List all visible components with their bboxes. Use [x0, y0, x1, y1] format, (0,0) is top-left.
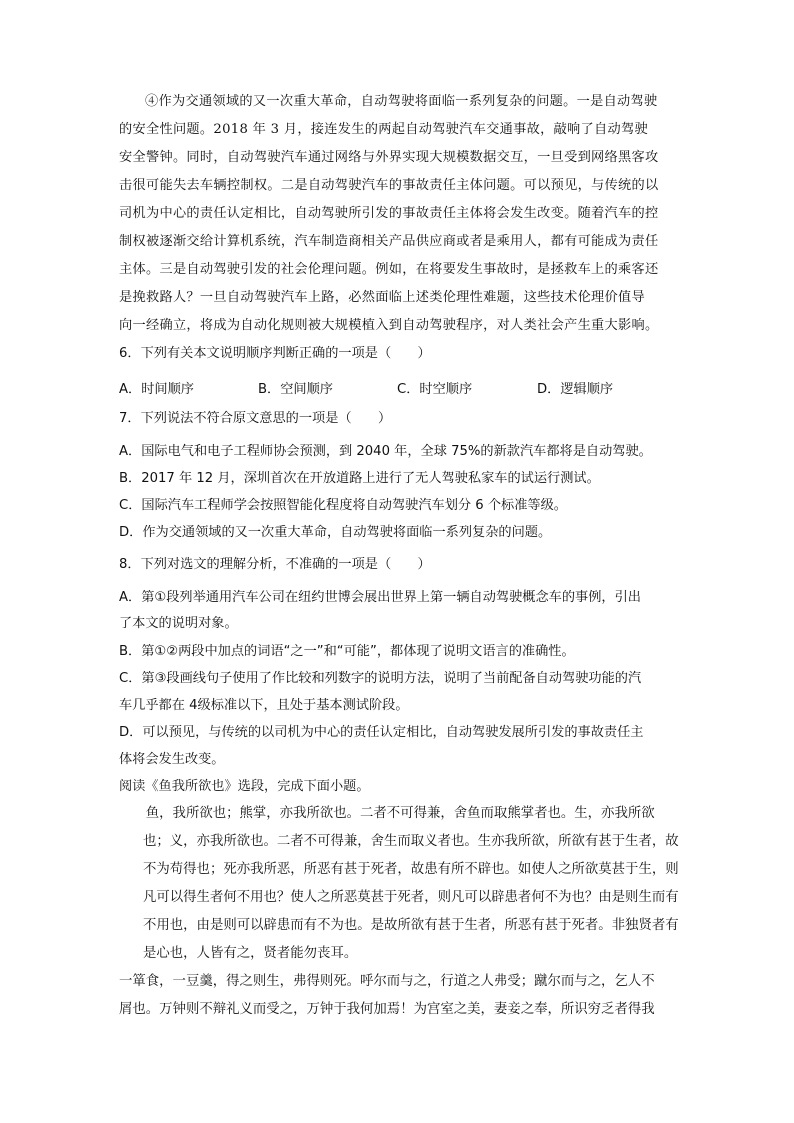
paragraph-line: 司机为中心的责任认定相比，自动驾驶所引发的事故责任主体将会发生改变。随着汽车的控: [119, 206, 659, 221]
option-c[interactable]: C．第③段画线句子使用了作比较和列数字的说明方法，说明了当前配备自动驾驶功能的汽: [119, 671, 642, 686]
paragraph-4: [119, 88, 679, 340]
paragraph-line: 安全警钟。同时，自动驾驶汽车通过网络与外界实现大规模数据交互，一旦受到网络黑客攻: [119, 150, 659, 165]
option-b[interactable]: B．2017 年 12 月，深圳首次在开放道路上进行了无人驾驶私家车的试运行测试。: [119, 471, 600, 486]
option-d[interactable]: D．作为交通领域的又一次重大革命，自动驾驶将面临一系列复杂的问题。: [119, 525, 552, 540]
paragraph-line: ④作为交通领域的又一次重大革命，自动驾驶将面临一系列复杂的问题。一是自动驾驶: [145, 94, 658, 109]
option-b[interactable]: B．第①②两段中加点的词语“之一”和“可能”，都体现了说明文语言的准确性。: [119, 644, 575, 659]
paragraph-line: 的安全性问题。2018 年 3 月，接连发生的两起自动驾驶汽车交通事故，敲响了自动驾驶: [119, 122, 648, 137]
question-7-stem: 7．下列说法不符合原文意思的一项是（ ）: [119, 411, 392, 426]
option-a[interactable]: A．第①段列举通用汽车公司在纽约世博会展出世界上第一辆自动驾驶概念车的事例，引出: [119, 590, 641, 605]
paragraph-line: 击很可能失去车辆控制权。二是自动驾驶汽车的事故责任主体问题。可以预见，与传统的以: [119, 178, 659, 193]
paragraph-line: 制权被逐渐交给计算机系统，汽车制造商相关产品供应商或者是乘用人，都有可能成为责任: [119, 234, 659, 249]
option-a[interactable]: A．时间顺序: [119, 382, 194, 397]
question-6-options: [119, 378, 679, 396]
paragraph-line: 是挽救路人？一旦自动驾驶汽车上路，必然面临上述类伦理性难题，这些技术伦理价值导: [119, 290, 646, 305]
option-d-continued: 体将会发生改变。: [119, 752, 225, 767]
question-6-stem: 6．下列有关本文说明顺序判断正确的一项是（ ）: [119, 346, 431, 361]
option-a-continued: 了本文的说明对象。: [119, 616, 238, 631]
reading-instruction: 阅读《鱼我所欲也》选段，完成下面小题。: [119, 779, 370, 794]
question-8-stem: 8．下列对选文的理解分析，不准确的一项是（ ）: [119, 557, 431, 572]
paragraph-line: 向一经确立，将成为自动化规则被大规模植入到自动驾驶程序，对人类社会产生重大影响。: [119, 318, 659, 333]
passage-line: 屑也。万钟则不辩礼义而受之，万钟于我何加焉！为宫室之美，妻妾之奉，所识穷乏者得我: [119, 1002, 655, 1017]
option-d[interactable]: D．逻辑顺序: [537, 382, 614, 397]
passage-line: 凡可以得生者何不用也？使人之所恶莫甚于死者，则凡可以辟患者何不为也？由是则生而有: [143, 890, 679, 905]
passage-line: 也；义，亦我所欲也。二者不可得兼，舍生而取义者也。生亦我所欲，所欲有甚于生者，故: [143, 834, 679, 849]
classical-passage: [119, 800, 684, 1024]
passage-line: 不为苟得也；死亦我所恶，所恶有甚于死者，故患有所不辟也。如使人之所欲莫甚于生，则: [143, 862, 679, 877]
option-a[interactable]: A．国际电气和电子工程师协会预测，到 2040 年，全球 75%的新款汽车都将是自动驾驶。: [119, 444, 652, 459]
option-b[interactable]: B．空间顺序: [258, 382, 333, 397]
option-d[interactable]: D．可以预见，与传统的以司机为中心的责任认定相比，自动驾驶发展所引发的事故责任主: [119, 725, 644, 740]
paragraph-line: 主体。三是自动驾驶引发的社会伦理问题。例如，在将要发生事故时，是拯救车上的乘客还: [119, 262, 659, 277]
passage-line: 一箪食，一豆羹，得之则生，弗得则死。呼尔而与之，行道之人弗受；蹴尔而与之，乞人不: [119, 974, 655, 989]
passage-line: 鱼，我所欲也；熊掌，亦我所欲也。二者不可得兼，舍鱼而取熊掌者也。生，亦我所欲: [119, 806, 655, 821]
passage-line: 是心也，人皆有之，贤者能勿丧耳。: [143, 946, 358, 961]
option-c[interactable]: C．国际汽车工程师学会按照智能化程度将自动驾驶汽车划分 6 个标准等级。: [119, 498, 567, 513]
option-c-continued: 车几乎都在 4级标准以下，且处于基本测试阶段。: [119, 698, 409, 713]
passage-line: 不用也，由是则可以辟患而有不为也。是故所欲有甚于生者，所恶有甚于死者。非独贤者有: [143, 918, 679, 933]
option-c[interactable]: C．时空顺序: [397, 382, 473, 397]
